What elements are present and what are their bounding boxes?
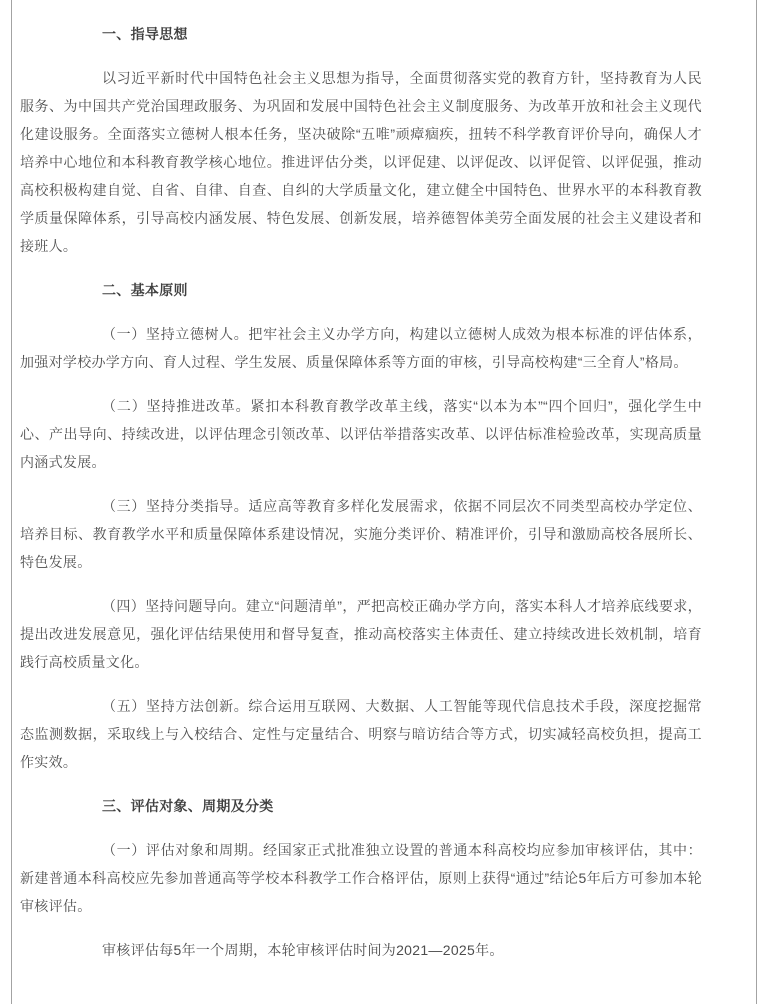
- paragraph-principle-2: （二）坚持推进改革。紧扣本科教育教学改革主线，落实“以本为本”“四个回归”，强化学生中心、产出导向、持续改进，以评估理念引领改革、以评估举措落实改革、以评估标准检验改革，实现高质量内涵式发展。: [20, 398, 702, 470]
- paragraph-principle-5: （五）坚持方法创新。综合运用互联网、大数据、人工智能等现代信息技术手段，深度挖掘常态监测数据，采取线上与入校结合、定性与定量结合、明察与暗访结合等方式，切实减轻高校负担，提高工作实效。: [20, 698, 702, 770]
- section-heading-basic-principles: 二、基本原则: [102, 282, 188, 298]
- paragraph-principle-3: （三）坚持分类指导。适应高等教育多样化发展需求，依据不同层次不同类型高校办学定位、培养目标、教育教学水平和质量保障体系建设情况，实施分类评价、精准评价，引导和激励高校各展所长、特色发展。: [20, 498, 702, 570]
- paragraph-principle-4: （四）坚持问题导向。建立“问题清单”，严把高校正确办学方向，落实本科人才培养底线要求，提出改进发展意见，强化评估结果使用和督导复查，推动高校落实主体责任、建立持续改进长效机制，培育践行高校质量文化。: [20, 598, 702, 670]
- paragraph-evaluation-cycle-years: 审核评估每5年一个周期，本轮审核评估时间为2021—2025年。: [102, 942, 504, 958]
- section-heading-guiding-ideology: 一、指导思想: [102, 26, 188, 42]
- paragraph-guiding-ideology: 以习近平新时代中国特色社会主义思想为指导，全面贯彻落实党的教育方针，坚持教育为人民服务、为中国共产党治国理政服务、为巩固和发展中国特色社会主义制度服务、为改革开放和社会主义现代化建设服务。全面落实立德树人根本任务，坚决破除“五唯”顽瘴痼疾，扭转不科学教育评价导向，确保人才培养中心地位和本科教育教学核心地位。推进评估分类，以评促建、以评促改、以评促管、以评促强，推动高校积极构建自觉、自省、自律、自查、自纠的大学质量文化，建立健全中国特色、世界水平的本科教育教学质量保障体系，引导高校内涵发展、特色发展、创新发展，培养德智体美劳全面发展的社会主义建设者和接班人。: [20, 70, 702, 254]
- paragraph-principle-1: （一）坚持立德树人。把牢社会主义办学方向，构建以立德树人成效为根本标准的评估体系，加强对学校办学方向、育人过程、学生发展、质量保障体系等方面的审核，引导高校构建“三全育人”格局。: [20, 326, 702, 370]
- section-heading-evaluation-scope: 三、评估对象、周期及分类: [102, 798, 274, 814]
- document-page: [11, 0, 757, 1004]
- paragraph-evaluation-object-and-cycle: （一）评估对象和周期。经国家正式批准独立设置的普通本科高校均应参加审核评估，其中：新建普通本科高校应先参加普通高等学校本科教学工作合格评估，原则上获得“通过”结论5年后方可参加本轮审核评估。: [20, 842, 702, 914]
